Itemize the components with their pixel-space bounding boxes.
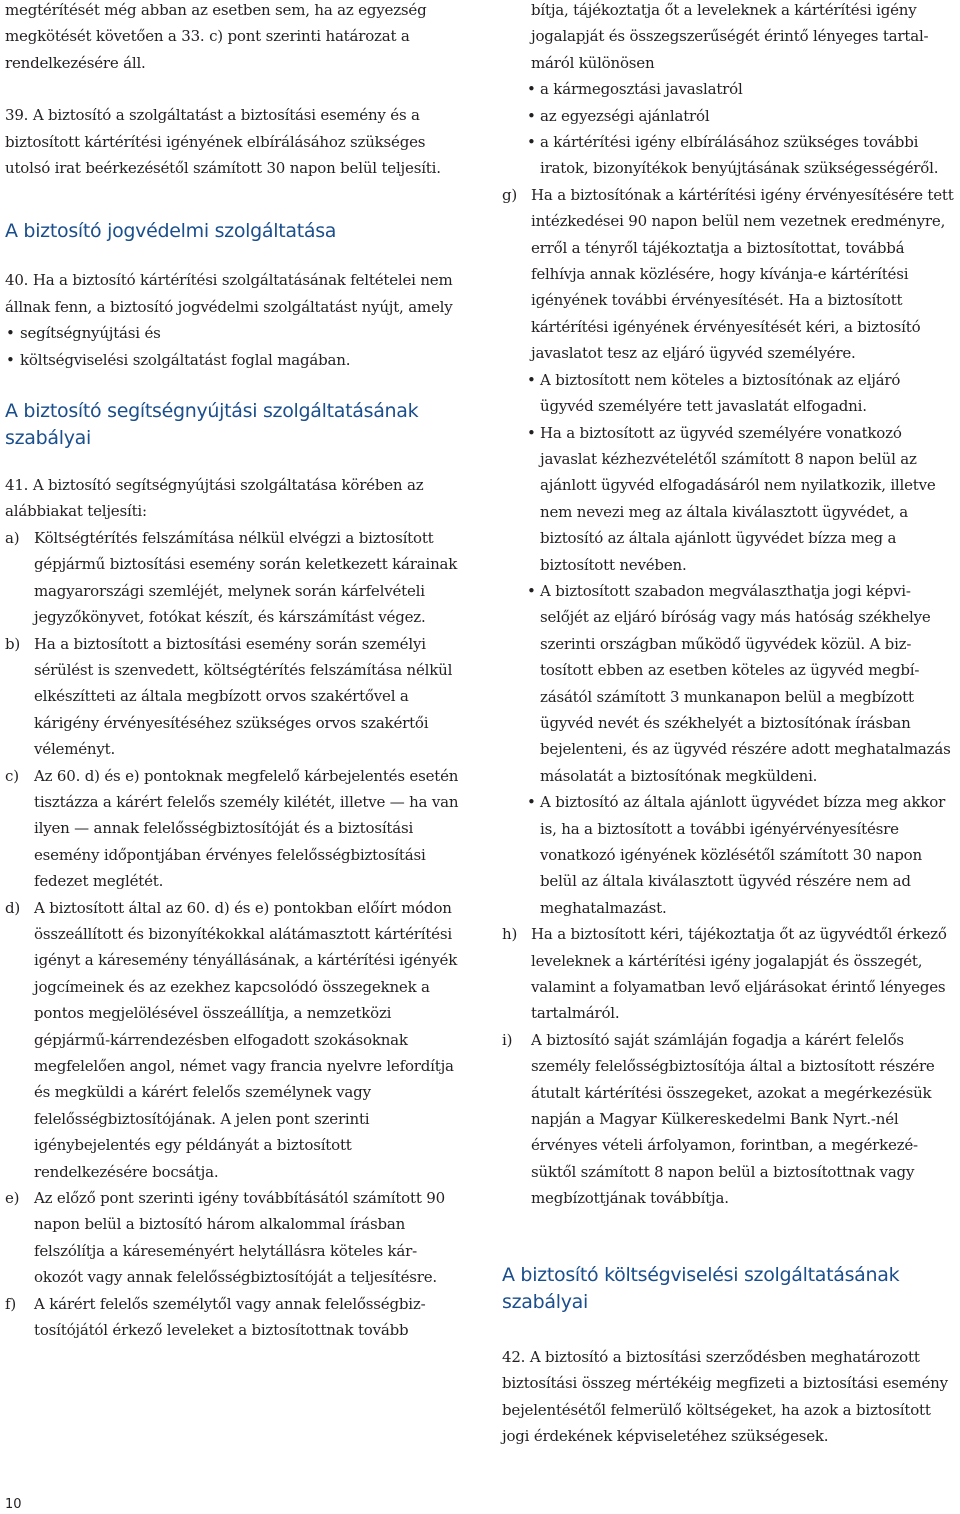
right-column [502, 0, 954, 1449]
bullet-icon: • [527, 80, 536, 99]
item-f-continuation: bítja, tájékoztatja őt a leveleknek a kártérítési igény jogalapját és összegszerűségét érintő lényeges tartalmáról különösen [531, 1, 929, 72]
bullet-item: • A biztosító az általa ajánlott ügyvédet bízza meg akkor is, ha a biztosított a további igényérvényesítésre vonatkozó igényének közlésétől számított 30 napon belül az általa kiválasztott ügyvéd részére nem ad meghatalmazást. [502, 789, 954, 921]
bullet-icon: • [527, 581, 536, 600]
bullet-item: • segítségnyújtási és [5, 320, 460, 346]
bullet-icon: • [527, 133, 536, 152]
list-item-a: a) Költségtérítés felszámítása nélkül elvégzi a biztosított gépjármű biztosítási esemény során keletkezett kárainak magyarországi szemléjét, melynek során kárfelvételi jegyzőkönyvet, fotókat készít, és kárszámítást végez. [5, 528, 458, 627]
paragraph-42: 42. A biztosító a biztosítási szerződésben meghatározott biztosítási összeg mértékéig megfizeti a biztosítási esemény bejelentésétől felmerülő költségeket, ha azok a biztosított jogi érdekének képviseletéhez szükségesek. [502, 1347, 948, 1445]
bullet-icon: • [6, 350, 15, 369]
bullet-icon: • [527, 423, 536, 442]
list-item-f: f) A kárért felelős személytől vagy annak felelősségbiztosítójától érkező leveleket a biztosítottnak tovább [5, 1294, 426, 1340]
paragraph-39: 39. A biztosító a szolgáltatást a biztosítási esemény és a biztosított kártérítési igényének elbírálásához szükséges utolsó irat beérkezésétől számított 30 napon belül teljesíti. [5, 106, 441, 178]
intro-paragraph: megtérítését még abban az esetben sem, ha az egyezség megkötését követően a 33. c) pont szerinti határozat a rendelkezésére áll. [5, 1, 427, 72]
heading-koltsegviselesi: A biztosító költségviselési szolgáltatásának szabályai [502, 1263, 900, 1313]
page-number: 10 [5, 1497, 22, 1512]
list-item-h: h) Ha a biztosított kéri, tájékoztatja őt az ügyvédtől érkező leveleknek a kártérítési igény jogalapját és összegét, valamint a folyamatban levő eljárásokat érintő lényeges tartalmáról. [502, 925, 947, 1023]
bullet-icon: • [6, 324, 15, 343]
heading-jogvedelmi: A biztosító jogvédelmi szolgáltatása [5, 220, 337, 243]
bullet-item: • A biztosított nem köteles a biztosítónak az eljáró ügyvéd személyére tett javaslatát elfogadni. [502, 367, 954, 420]
paragraph-41: 41. A biztosító segítségnyújtási szolgáltatása körében az alábbiakat teljesíti: [5, 476, 424, 521]
list-item-c: c) Az 60. d) és e) pontoknak megfelelő kárbejelentés esetén tisztázza a kárért felelős személy kilétét, illetve — ha van ilyen — annak felelősségbiztosítóját és a biztosítási esemény időpontjában érvényes felelősségbiztosítási fedezet meglétét. [5, 766, 459, 891]
paragraph-40: 40. Ha a biztosító kártérítési szolgáltatásának feltételei nem állnak fenn, a biztosító jogvédelmi szolgáltatást nyújt, amely [5, 271, 453, 316]
bullet-icon: • [527, 793, 536, 812]
bullet-item: • költségviselési szolgáltatást foglal magában. [5, 347, 460, 373]
bullet-icon: • [527, 370, 536, 389]
bullet-item: • A biztosított szabadon megválaszthatja jogi képviselőjét az eljáró bíróság vagy más hatóság székhelye szerinti országban működő ügyvédek közül. A biztosított ebben az esetben köteles az ügyvéd megbízásától számított 3 munkanapon belül a megbízott ügyvéd nevét és székhelyét a biztosítónak írásban bejelenteni, és az ügyvéd részére adott meghatalmazás másolatát a biztosítónak megküldeni. [502, 578, 954, 789]
list-item-b: b) Ha a biztosított a biztosítási esemény során személyi sérülést is szenvedett, költségtérítés felszámítása nélkül elkészítteti az általa megbízott orvos szakértővel a kárigény érvényesítéséhez szükséges orvos szakértői véleményt. [5, 634, 453, 759]
bullet-icon: • [527, 106, 536, 125]
bullet-item: • Ha a biztosított az ügyvéd személyére vonatkozó javaslat kézhezvételétől számított 8 napon belül az ajánlott ügyvéd elfogadásáról nem nyilatkozik, illetve nem nevezi meg az általa kiválasztott ügyvédet, a biztosító az általa ajánlott ügyvédet bízza meg a biztosított nevében. [502, 420, 954, 578]
heading-segitsegnyujtasi: A biztosító segítségnyújtási szolgáltatásának szabályai [5, 400, 419, 450]
bullet-item: • a kármegosztási javaslatról [502, 76, 954, 102]
list-item-e: e) Az előző pont szerinti igény továbbításától számított 90 napon belül a biztosító három alkalommal írásban felszólítja a káreseményért helytállásra köteles károkozót vagy annak felelősségbiztosítóját a teljesítésre. [5, 1189, 445, 1287]
list-item-d: d) A biztosított által az 60. d) és e) pontokban előírt módon összeállított és bizonyítékokkal alátámasztott kártérítési igényt a káresemény tényállásának, a kártérítési igényék jogcímeinek és az ezekhez kapcsolódó összegeknek a pontos megjelölésével összeállítja, a nemzetközi gépjármű-kárrendezésben elfogadott szokásoknak megfelelően angol, német vagy francia nyelvre lefordítja és megküldi a kárért felelős személynek vagy felelősségbiztosítójának. A jelen pont szerinti igénybejelentés egy példányát a biztosított rendelkezésére bocsátja. [5, 898, 458, 1181]
list-item-i: i) A biztosító saját számláján fogadja a kárért felelős személy felelősségbiztosítója által a biztosított részére átutalt kártérítési összegeket, azokat a megérkezésük napján a Magyar Külkereskedelmi Bank Nyrt.-nél érvényes vételi árfolyamon, forintban, a megérkezésüktől számított 8 napon belül a biztosítottnak vagy megbízottjának továbbítja. [502, 1030, 935, 1208]
list-item-g: g) Ha a biztosítónak a kártérítési igény érvényesítésére tett intézkedései 90 napon belül nem vezetnek eredményre, erről a tényről tájékoztatja a biztosítottat, továbbá felhívja annak közlésére, hogy kívánja-e kártérítési igényének további érvényesítését. Ha a biztosított kártérítési igényének érvényesítését kéri, a biztosító javaslatot tesz az eljáró ügyvéd személyére. [502, 185, 954, 363]
bullet-item: • a kártérítési igény elbírálásához szükséges további iratok, bizonyítékok benyújtásának szükségességéről. [502, 129, 954, 182]
bullet-item: • az egyezségi ajánlatról [502, 103, 954, 129]
left-column [5, 0, 460, 1343]
